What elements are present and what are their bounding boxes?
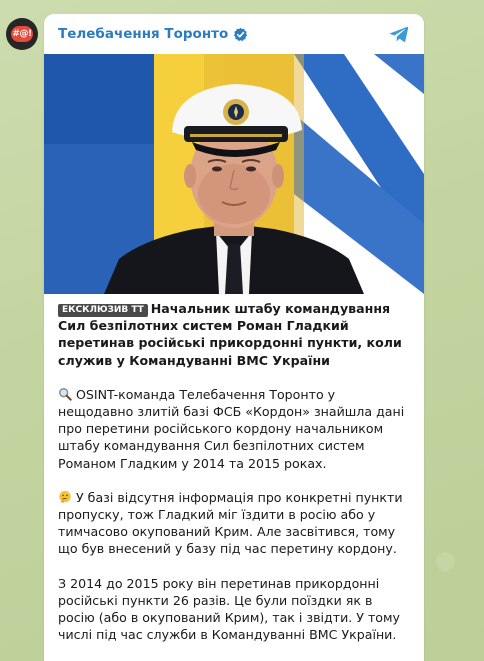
channel-name-link[interactable]: Телебачення Торонто [58,26,229,42]
post-paragraph-2-text: У базі відсутня інформація про конкретні пункти пропуску, тож Гладкий міг їздити в росію або у тимчасово окупований Крим. Але засвітився, тому що був внесений у базу під час перетину кордону. [58,489,403,557]
exclusive-badge: ЕКСКЛЮЗИВ ТТ [58,304,148,317]
channel-avatar[interactable] [6,18,38,50]
message-card [44,14,424,661]
verified-icon [233,27,248,42]
telegram-share-icon[interactable] [388,23,410,45]
post-paragraph-3: З 2014 до 2015 року він перетинав прикордонні російські пункти 26 разів. Це були поїздки як в росію (або в окупований Крим), так і звідти. У тому числі під час служби в Командуванні ВМС України. [58,575,400,643]
post-photo[interactable] [44,54,424,294]
post-lead [58,300,410,369]
avatar-logo-text: #@! [12,29,32,39]
post-paragraph-2 [58,489,410,558]
message-header [44,14,424,54]
post-text [44,294,424,643]
post-paragraph-1-text: OSINT-команда Телебачення Торонто у нещодавно злитій базі ФСБ «Кордон» знайшла дані про перетини російського кордону начальником штабу командування Сил безпілотних систем Романом Гладким у 2014 та 2015 роках. [58,386,405,471]
post-lead-text: Начальник штабу командування Сил безпілотних систем Роман Гладкий перетинав російські прикордонні пункти, коли служив у Командуванні ВМС України [58,301,402,368]
post-paragraph-1 [58,386,410,472]
officer-portrait-image [44,54,424,294]
magnifier-icon [58,387,72,401]
avatar-logo [11,26,33,42]
thinking-face-icon [58,490,72,504]
